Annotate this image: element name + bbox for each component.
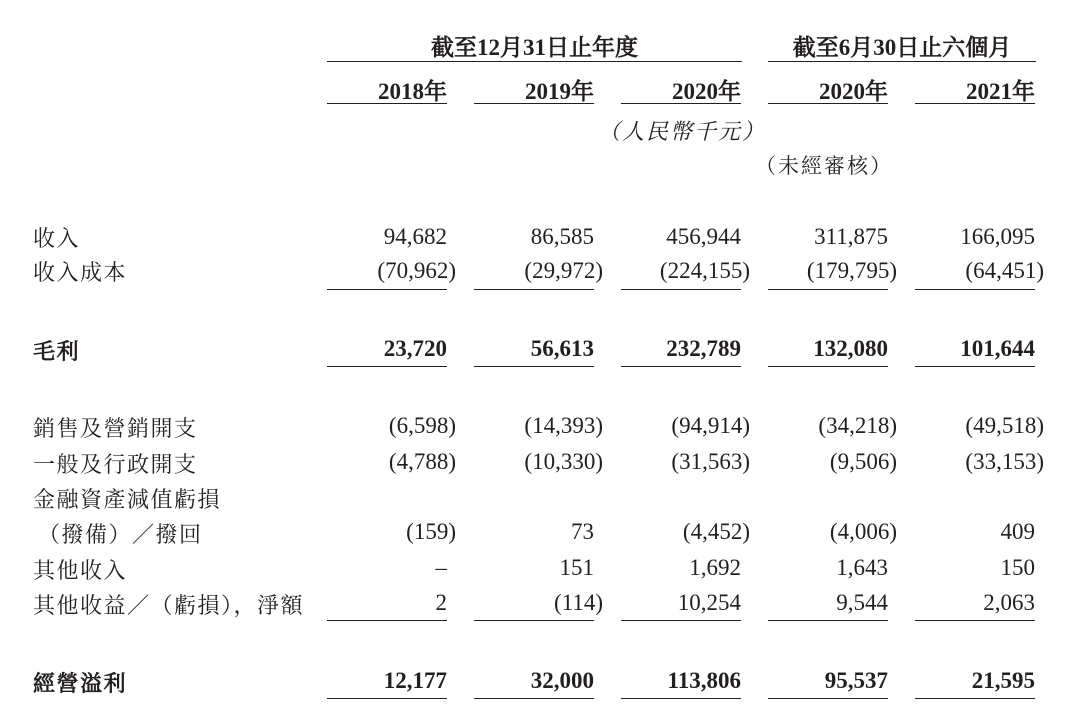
subtotal-rule: [327, 620, 447, 621]
cell-admin-expenses: (31,563): [671, 449, 750, 474]
subtotal-rule: [768, 366, 888, 367]
cell-admin-expenses: (4,788): [388, 449, 456, 474]
row-label-selling-expenses: 銷售及營銷開支: [33, 416, 198, 441]
cell-other-income: –: [435, 555, 447, 580]
row-label-impairment: （撥備）／撥回: [38, 522, 203, 547]
cell-gross-profit: 56,613: [530, 336, 594, 361]
cell-other-gains: 2: [435, 590, 447, 615]
row-label-other-income: 其他收入: [33, 558, 128, 583]
total-rule: [915, 698, 1035, 699]
cell-other-income: 1,692: [689, 555, 741, 580]
cell-impairment: 409: [1000, 519, 1035, 544]
subtotal-rule: [621, 289, 741, 290]
total-rule: [621, 698, 741, 699]
cell-revenue: 94,682: [383, 224, 447, 249]
cell-cost-of-revenue: (70,962): [377, 258, 456, 283]
year-header: 2018年: [378, 79, 447, 104]
cell-gross-profit: 232,789: [666, 336, 741, 361]
cell-admin-expenses: (9,506): [829, 449, 897, 474]
cell-cost-of-revenue: (179,795): [806, 258, 897, 283]
subtotal-rule: [621, 366, 741, 367]
year-header: 2020年: [672, 79, 741, 104]
subtotal-rule: [768, 620, 888, 621]
year-header: 2020年: [819, 79, 888, 104]
subtotal-rule: [474, 289, 594, 290]
cell-operating-profit: 95,537: [824, 668, 888, 693]
cell-cost-of-revenue: (29,972): [524, 258, 603, 283]
cell-other-income: 150: [1000, 555, 1035, 580]
year-header: 2019年: [525, 79, 594, 104]
cell-impairment: 73: [571, 519, 594, 544]
cell-operating-profit: 32,000: [530, 668, 594, 693]
year-header-rule: [915, 103, 1035, 104]
cell-other-gains: 9,544: [836, 590, 888, 615]
year-header-rule: [327, 103, 447, 104]
subtotal-rule: [915, 289, 1035, 290]
currency-note: （人民幣千元）: [598, 119, 767, 144]
cell-impairment: (4,452): [682, 519, 750, 544]
cell-selling-expenses: (94,914): [671, 413, 750, 438]
cell-selling-expenses: (14,393): [524, 413, 603, 438]
header-group-year-rule: [327, 61, 742, 62]
cell-selling-expenses: (34,218): [818, 413, 897, 438]
cell-gross-profit: 101,644: [960, 336, 1035, 361]
cell-revenue: 456,944: [666, 224, 741, 249]
total-rule: [768, 698, 888, 699]
cell-other-income: 1,643: [836, 555, 888, 580]
cell-selling-expenses: (6,598): [388, 413, 456, 438]
row-label-operating-profit: 經營溢利: [33, 671, 128, 696]
cell-revenue: 311,875: [814, 224, 888, 249]
cell-impairment: (4,006): [829, 519, 897, 544]
year-header-rule: [474, 103, 594, 104]
cell-other-income: 151: [559, 555, 594, 580]
cell-other-gains: 10,254: [677, 590, 741, 615]
subtotal-rule: [621, 620, 741, 621]
header-group-year: 截至12月31日止年度: [431, 35, 638, 60]
row-label-other-gains: 其他收益／（虧損），淨額: [33, 593, 305, 618]
cell-operating-profit: 12,177: [383, 668, 447, 693]
cell-gross-profit: 23,720: [383, 336, 447, 361]
subtotal-rule: [915, 620, 1035, 621]
cell-impairment: (159): [406, 519, 456, 544]
year-header: 2021年: [966, 79, 1035, 104]
cell-admin-expenses: (33,153): [965, 449, 1044, 474]
row-label-revenue: 收入: [33, 226, 81, 251]
cell-selling-expenses: (49,518): [965, 413, 1044, 438]
cell-revenue: 86,585: [530, 224, 594, 249]
header-group-half: 截至6月30日止六個月: [792, 35, 1012, 60]
row-label-impairment-title: 金融資產減值虧損: [33, 487, 222, 512]
total-rule: [474, 698, 594, 699]
cell-cost-of-revenue: (64,451): [965, 258, 1044, 283]
subtotal-rule: [768, 289, 888, 290]
row-label-admin-expenses: 一般及行政開支: [33, 452, 198, 477]
cell-revenue: 166,095: [960, 224, 1035, 249]
cell-other-gains: (114): [554, 590, 603, 615]
row-label-cost-of-revenue: 收入成本: [33, 260, 128, 285]
unaudited-note: （未經審核）: [755, 154, 893, 178]
year-header-rule: [768, 103, 888, 104]
subtotal-rule: [327, 289, 447, 290]
subtotal-rule: [915, 366, 1035, 367]
cell-operating-profit: 21,595: [971, 668, 1035, 693]
subtotal-rule: [327, 366, 447, 367]
total-rule: [327, 698, 447, 699]
cell-operating-profit: 113,806: [667, 668, 741, 693]
cell-gross-profit: 132,080: [813, 336, 888, 361]
header-group-half-rule: [768, 61, 1036, 62]
cell-admin-expenses: (10,330): [524, 449, 603, 474]
row-label-gross-profit: 毛利: [33, 339, 81, 364]
cell-other-gains: 2,063: [983, 590, 1035, 615]
subtotal-rule: [474, 620, 594, 621]
cell-cost-of-revenue: (224,155): [659, 258, 750, 283]
subtotal-rule: [474, 366, 594, 367]
year-header-rule: [621, 103, 741, 104]
